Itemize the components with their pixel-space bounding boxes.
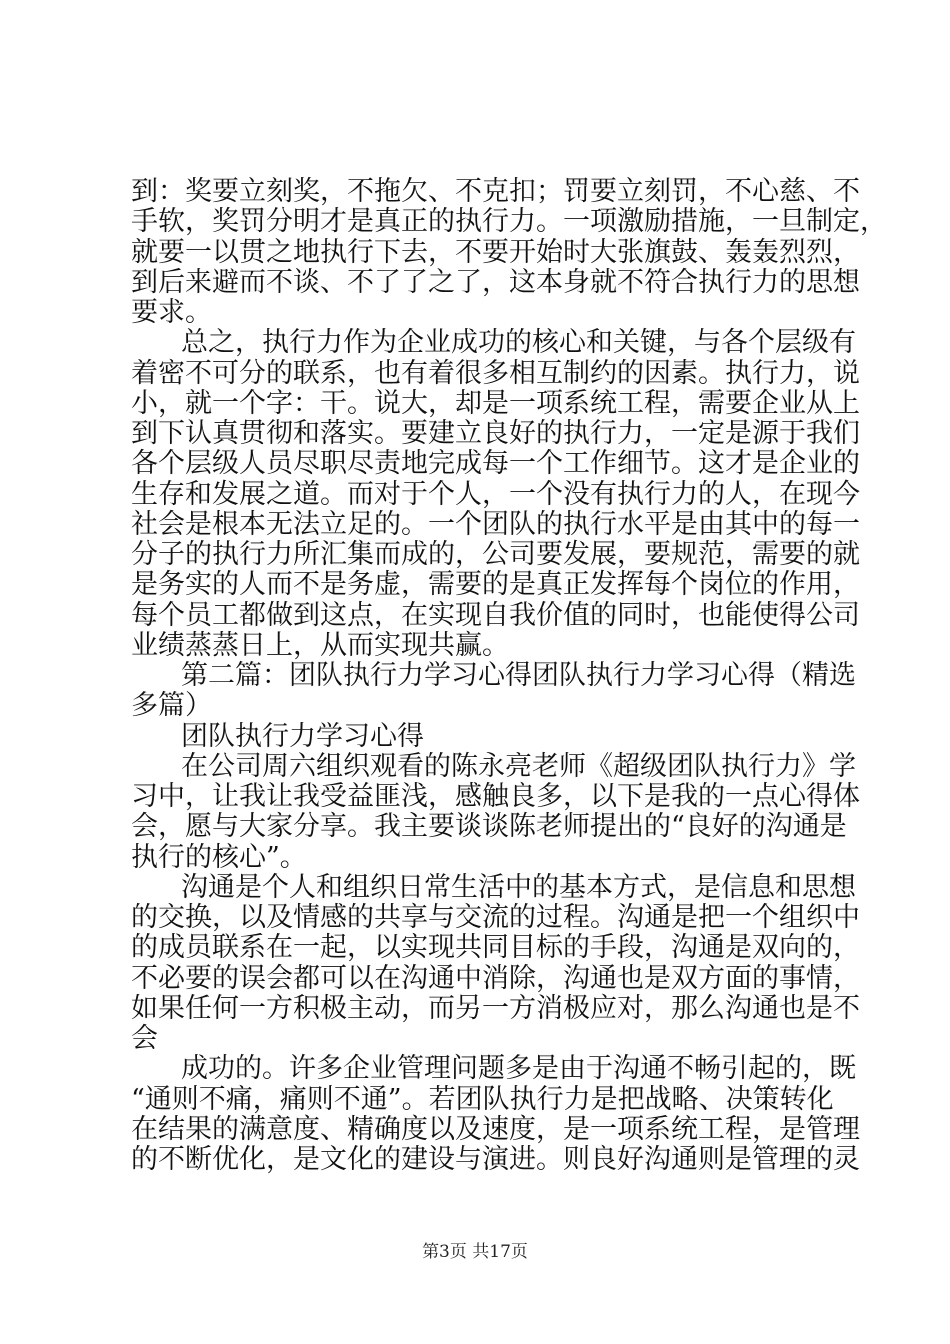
subheading: 团队执行力学习心得: [181, 721, 424, 752]
section-heading-line: 第二篇：团队执行力学习心得团队执行力学习心得（精选: [181, 660, 856, 691]
text-line: 手软，奖罚分明才是真正的执行力。一项激励措施，一旦制定，: [131, 206, 887, 237]
text-line: 各个层级人员尽职尽责地完成每一个工作细节。这才是企业的: [131, 448, 860, 479]
paragraph-start-line: 成功的。许多企业管理问题多是由于沟通不畅引起的，既: [181, 1053, 856, 1084]
text-line: 会: [131, 1023, 158, 1054]
paragraph-start-line: 总之，执行力作为企业成功的核心和关键，与各个层级有: [181, 327, 856, 358]
text-line: 分子的执行力所汇集而成的，公司要发展，要规范，需要的就: [131, 539, 860, 570]
text-line: 是务实的人而不是务虚，需要的是真正发挥每个岗位的作用，: [131, 569, 860, 600]
text-line: 如果任何一方积极主动，而另一方消极应对，那么沟通也是不: [131, 993, 860, 1024]
text-line: 执行的核心”。: [131, 842, 307, 873]
text-line: 在结果的满意度、精确度以及速度，是一项系统工程，是管理: [131, 1114, 860, 1145]
text-line: 到后来避而不谈、不了了之了，这本身就不符合执行力的思想: [131, 267, 860, 298]
text-line: 习中，让我让我受益匪浅，感触良多，以下是我的一点心得体: [131, 781, 860, 812]
text-line: 到：奖要立刻奖，不拖欠、不克扣；罚要立刻罚，不心慈、不: [131, 176, 860, 207]
paragraph-start-line: 沟通是个人和组织日常生活中的基本方式，是信息和思想: [181, 872, 856, 903]
text-line: 社会是根本无法立足的。一个团队的执行水平是由其中的每一: [131, 509, 860, 540]
text-line: 每个员工都做到这点，在实现自我价值的同时，也能使得公司: [131, 600, 860, 631]
text-line: 到下认真贯彻和落实。要建立良好的执行力，一定是源于我们: [131, 418, 860, 449]
text-line: 的成员联系在一起，以实现共同目标的手段，沟通是双向的，: [131, 932, 860, 963]
text-line: 小，就一个字：干。说大，却是一项系统工程，需要企业从上: [131, 388, 860, 419]
text-line: 不必要的误会都可以在沟通中消除，沟通也是双方面的事情，: [131, 963, 860, 994]
page-footer: 第3页 共17页: [422, 1242, 528, 1262]
text-line: “通则不痛，痛则不通”。若团队执行力是把战略、决策转化: [131, 1084, 834, 1115]
text-line: 会，愿与大家分享。我主要谈谈陈老师提出的“良好的沟通是: [131, 811, 847, 842]
text-line: 着密不可分的联系，也有着很多相互制约的因素。执行力，说: [131, 358, 860, 389]
text-line: 就要一以贯之地执行下去，不要开始时大张旗鼓、轰轰烈烈，: [131, 237, 860, 268]
text-line: 的不断优化，是文化的建设与演进。则良好沟通则是管理的灵: [131, 1144, 860, 1175]
paragraph-start-line: 在公司周六组织观看的陈永亮老师《超级团队执行力》学: [181, 751, 856, 782]
text-line: 要求。: [131, 297, 212, 328]
section-heading-line: 多篇）: [131, 690, 212, 721]
text-line: 业绩蒸蒸日上，从而实现共赢。: [131, 630, 509, 661]
text-line: 的交换，以及情感的共享与交流的过程。沟通是把一个组织中: [131, 902, 860, 933]
text-line: 生存和发展之道。而对于个人，一个没有执行力的人，在现今: [131, 479, 860, 510]
